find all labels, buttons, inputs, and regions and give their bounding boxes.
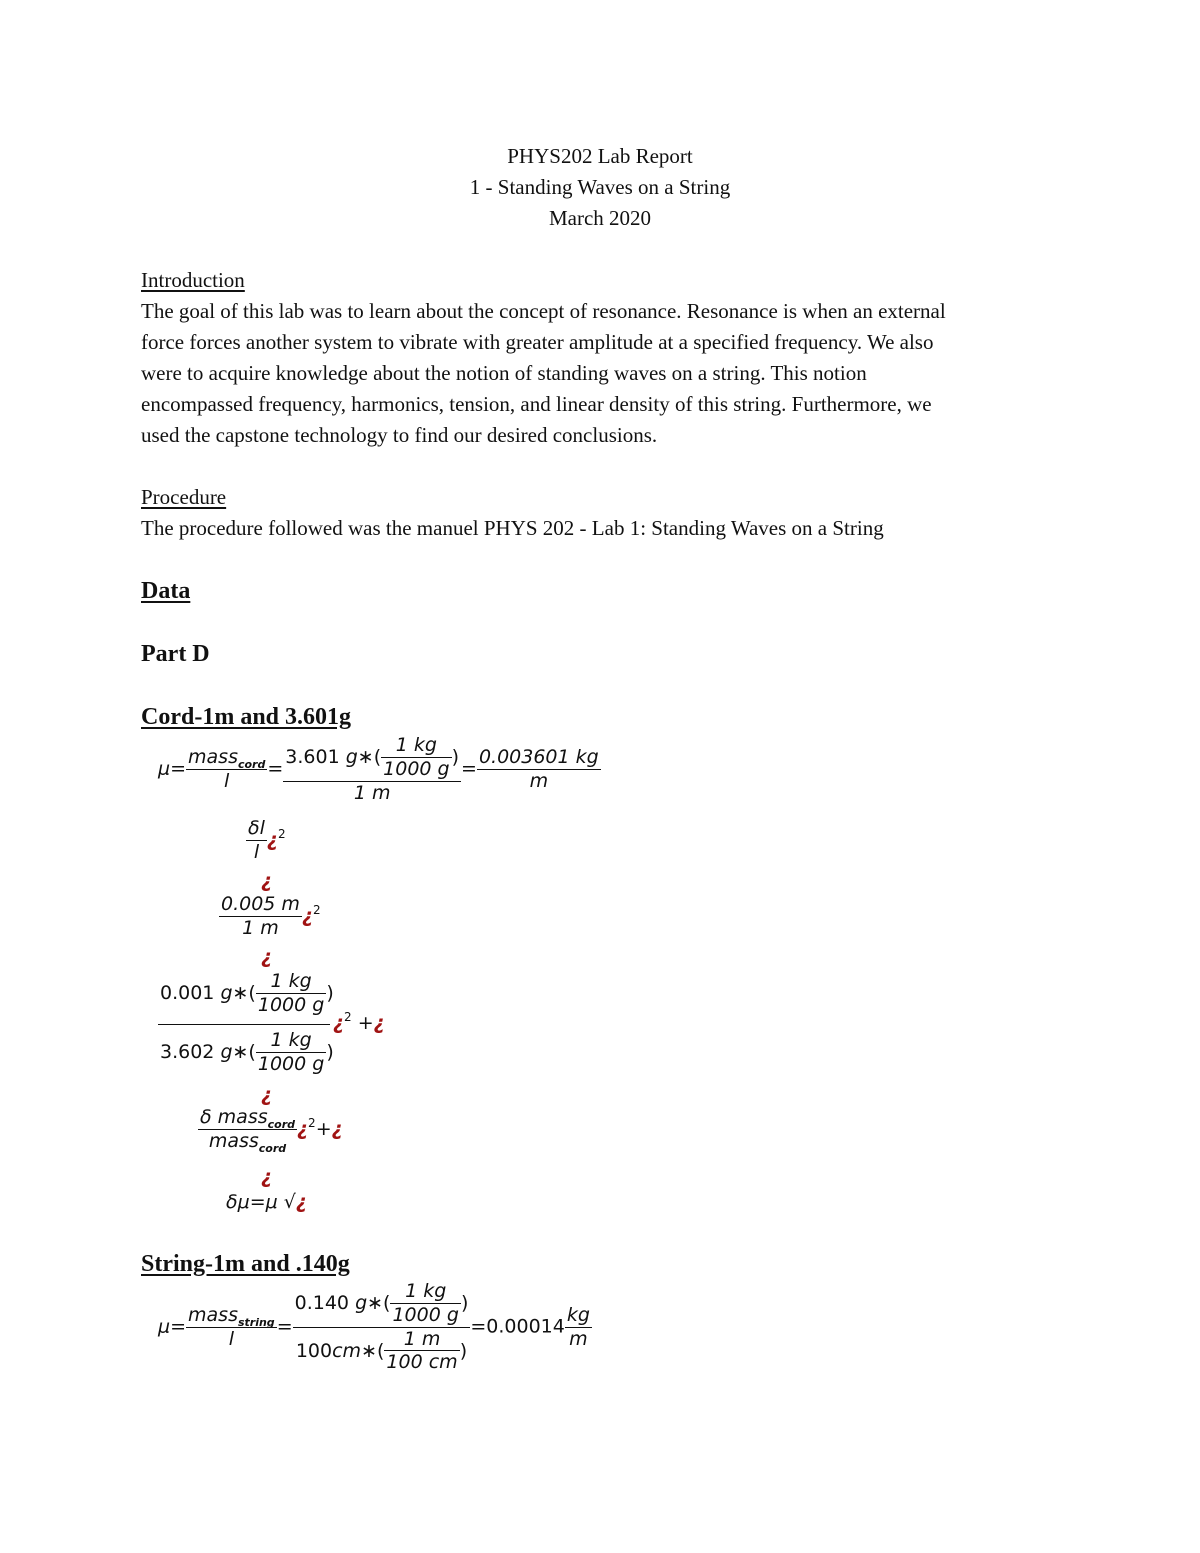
close-paren: ): [460, 1291, 469, 1314]
mass-text: mass: [208, 1129, 259, 1152]
cord-result-fraction: [477, 746, 601, 793]
equals-sign: =: [276, 1315, 293, 1338]
placeholder-glyph: ¿: [261, 946, 273, 968]
l-value: 1 m: [242, 916, 279, 939]
placeholder-glyph-line: [261, 1166, 272, 1188]
placeholder-glyph: ¿: [261, 870, 273, 892]
relative-mass-term: [198, 1106, 343, 1153]
close-paren: ): [326, 981, 334, 1004]
length-uncertainty-term: [219, 893, 321, 940]
report-title: PHYS202 Lab Report: [507, 144, 693, 168]
unit-g: g: [345, 745, 358, 768]
kg-unit: kg: [566, 1303, 590, 1326]
kg-numerator: 1 kg: [381, 734, 451, 758]
kg-per-g-fraction: [256, 970, 326, 1017]
string-result-value: 0.00014: [486, 1315, 565, 1338]
plus-sign: +: [315, 1117, 332, 1140]
mass-subscript: cord: [267, 1118, 296, 1131]
placeholder-glyph-line: [261, 870, 272, 892]
string-heading: String-1m and .140g: [141, 1251, 350, 1277]
procedure-heading: Procedure: [141, 485, 227, 509]
unit-g: g: [220, 1040, 233, 1063]
mass-value: 3.602: [160, 1040, 215, 1063]
g-denominator: 1000 g: [257, 993, 325, 1016]
length-value: 100: [295, 1339, 333, 1362]
introduction-section: [141, 265, 1061, 451]
dl-over-l-term: [246, 817, 286, 864]
mass-over-length: [186, 1304, 277, 1351]
placeholder-glyph: ¿: [301, 904, 313, 927]
cord-result-value: 0.003601 kg: [478, 745, 599, 768]
placeholder-glyph-line: [261, 1084, 272, 1106]
m-numerator: 1 m: [384, 1328, 459, 1352]
placeholder-glyph: ¿: [333, 1012, 345, 1034]
mass-uncertainty-denominator: [160, 1029, 334, 1076]
m-unit: m: [569, 1327, 588, 1350]
mass-uncertainty-numerator: [160, 970, 334, 1017]
equals-sign: =: [267, 757, 284, 780]
mass-text: mass: [188, 1303, 238, 1326]
final-uncertainty-equation: [226, 1191, 307, 1213]
mass-text: mass: [188, 745, 238, 768]
dm-value: 0.001: [160, 981, 215, 1004]
kg-per-g-fraction: [390, 1280, 460, 1327]
length-symbol: l: [228, 1327, 234, 1350]
times-paren: ∗(: [232, 1040, 256, 1063]
report-date: March 2020: [548, 206, 652, 230]
placeholder-glyph: ¿: [295, 1191, 307, 1213]
times-paren: ∗(: [357, 745, 382, 768]
times-paren: ∗(: [232, 981, 256, 1004]
intro-line: force forces another system to vibrate with greater amplitude at a specified frequency. We also: [141, 330, 934, 354]
cord-result-unit: m: [529, 769, 549, 792]
mass-subscript: cord: [258, 1141, 287, 1155]
cord-conversion-fraction: [283, 734, 461, 804]
square-exponent: 2: [344, 1010, 352, 1024]
report-subtitle: 1 - Standing Waves on a String: [469, 175, 731, 199]
final-uncertainty-text: δμ=μ √: [226, 1191, 296, 1213]
unit-cm: cm: [332, 1339, 362, 1362]
squared-plus-term: [333, 1012, 385, 1034]
placeholder-glyph: ¿: [266, 828, 278, 851]
placeholder-glyph: ¿: [297, 1117, 309, 1140]
m-per-cm-fraction: [384, 1328, 459, 1375]
kg-per-g-fraction: [381, 734, 451, 781]
intro-line: used the capstone technology to find our desired conclusions.: [141, 423, 658, 447]
close-paren: ): [451, 745, 460, 768]
string-result-unit: [565, 1304, 592, 1351]
placeholder-glyph: ¿: [261, 1084, 273, 1106]
mass-over-length: [186, 746, 267, 793]
intro-line: The goal of this lab was to learn about the concept of resonance. Resonance is when an external: [141, 299, 946, 323]
times-paren: ∗(: [361, 1339, 385, 1362]
equals-sign: =: [470, 1315, 487, 1338]
mass-value: 0.140: [294, 1291, 350, 1314]
fraction-bar: [158, 1024, 330, 1025]
unit-g: g: [355, 1291, 368, 1314]
string-conversion-fraction: [293, 1280, 471, 1374]
part-d-heading: Part D: [141, 641, 210, 667]
plus-sign: +: [357, 1012, 374, 1034]
unit-g: g: [220, 981, 233, 1004]
close-paren: ): [326, 1040, 334, 1063]
mu-symbol: μ=: [158, 1315, 187, 1338]
close-paren: ): [459, 1339, 468, 1362]
square-exponent: 2: [312, 902, 321, 917]
kg-per-g-fraction: [256, 1029, 326, 1076]
placeholder-glyph: ¿: [261, 1166, 273, 1188]
mu-symbol: μ=: [158, 757, 187, 780]
square-exponent: 2: [277, 826, 286, 841]
placeholder-glyph: ¿: [373, 1012, 385, 1034]
length-symbol: l: [224, 769, 230, 792]
cord-linear-density-equation: [158, 734, 601, 804]
length-1m: 1 m: [353, 781, 391, 804]
dl-value: 0.005 m: [221, 893, 300, 915]
cm-denominator: 100 cm: [386, 1351, 458, 1374]
intro-line: encompassed frequency, harmonics, tension, and linear density of this string. Furthermore, we: [141, 392, 932, 416]
placeholder-glyph-line: [261, 946, 272, 968]
mass-subscript: string: [237, 1315, 275, 1329]
mass-value: 3.601: [285, 745, 340, 768]
square-exponent: 2: [308, 1115, 316, 1130]
procedure-text: The procedure followed was the manuel PHYS 202 - Lab 1: Standing Waves on a String: [141, 516, 884, 540]
relative-mass-fraction: [198, 1106, 297, 1153]
string-linear-density-equation: [158, 1280, 592, 1374]
mass-subscript: cord: [237, 757, 266, 771]
procedure-section: [141, 482, 1061, 544]
kg-numerator: 1 kg: [256, 970, 326, 994]
equals-sign: =: [461, 757, 477, 780]
kg-numerator: 1 kg: [256, 1029, 326, 1053]
l-text: l: [253, 840, 260, 863]
g-denominator: 1000 g: [383, 757, 450, 780]
placeholder-glyph: ¿: [331, 1117, 343, 1140]
dl-text: δl: [248, 817, 265, 839]
g-denominator: 1000 g: [392, 1303, 459, 1326]
times-paren: ∗(: [367, 1291, 391, 1314]
introduction-heading: Introduction: [141, 268, 245, 292]
dl-over-l: [246, 817, 267, 864]
intro-line: were to acquire knowledge about the notion of standing waves on a string. This notion: [141, 361, 867, 385]
delta-mass-text: δ mass: [200, 1106, 268, 1128]
kg-numerator: 1 kg: [390, 1280, 460, 1304]
g-denominator: 1000 g: [257, 1052, 325, 1075]
cord-heading: Cord-1m and 3.601g: [141, 704, 352, 730]
data-heading: Data: [141, 578, 191, 604]
length-uncertainty-fraction: [219, 893, 302, 940]
